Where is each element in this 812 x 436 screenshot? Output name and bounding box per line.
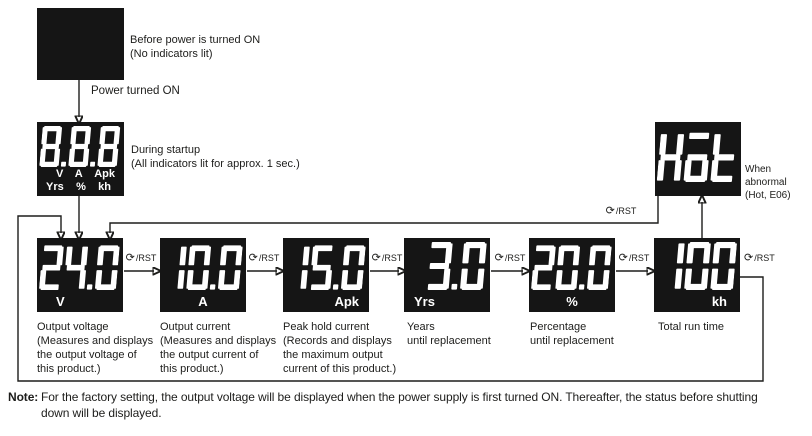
power-on-label: Power turned ON xyxy=(91,85,180,97)
caption-years-until-replacement: Years until replacement xyxy=(407,321,491,347)
before-power-caption: Before power is turned ON (No indicators lit) xyxy=(130,34,261,60)
seven-segment-value xyxy=(285,242,366,290)
seven-segment-value xyxy=(162,242,243,290)
display-output-voltage xyxy=(37,238,123,312)
cycle-rst-icon: ⟳ xyxy=(605,205,615,217)
rst-key-label: ⟳ /RST xyxy=(618,252,650,264)
rst-key-label: ⟳ /RST xyxy=(371,252,403,264)
display-output-current xyxy=(160,238,246,312)
display-total-run-time xyxy=(654,238,740,312)
cycle-rst-icon: ⟳ xyxy=(618,252,628,264)
indicator-kh: kh xyxy=(98,181,111,193)
indicator-a: A xyxy=(74,168,83,180)
display-abnormal-hot xyxy=(655,122,741,196)
rst-key-label: ⟳ /RST xyxy=(605,205,637,217)
indicator-v: V xyxy=(56,168,64,180)
rst-key-label: ⟳ /RST xyxy=(494,252,526,264)
display-percentage-until-replacement xyxy=(529,238,615,312)
unit-label-apk: Apk xyxy=(334,294,359,309)
cycle-rst-icon: ⟳ xyxy=(744,252,754,264)
unit-label-v: V xyxy=(56,294,65,309)
display-years-until-replacement xyxy=(404,238,490,312)
cycle-rst-icon: ⟳ xyxy=(371,252,381,264)
caption-output-current: Output current (Measures and displays the output current of this product.) xyxy=(160,321,277,375)
seven-segment-value xyxy=(39,126,121,167)
note-label: Note: xyxy=(8,390,39,404)
cycle-rst-icon: ⟳ xyxy=(125,252,135,264)
unit-label-kh: kh xyxy=(711,294,727,309)
caption-output-voltage: Output voltage (Measures and displays the output voltage of this product.) xyxy=(37,321,154,375)
caption-total-run-time: Total run time xyxy=(658,321,725,333)
abnormal-caption: When abnormal (Hot, E06) xyxy=(745,164,791,201)
caption-percentage-until-replacement: Percentage until replacement xyxy=(530,321,614,347)
cycle-rst-icon: ⟳ xyxy=(494,252,504,264)
unit-label-pct: % xyxy=(566,294,578,309)
unit-label-a: A xyxy=(198,294,208,309)
rst-key-label: ⟳ /RST xyxy=(125,252,157,264)
indicator-pct: % xyxy=(76,181,86,193)
display-before-power xyxy=(37,8,124,80)
indicator-apk: Apk xyxy=(94,168,115,180)
indicator-yrs: Yrs xyxy=(46,181,64,193)
cycle-rst-icon: ⟳ xyxy=(248,252,258,264)
rst-key-label: ⟳ /RST xyxy=(744,252,775,264)
unit-label-yrs: Yrs xyxy=(414,294,435,309)
display-peak-hold-current xyxy=(283,238,369,312)
seven-segment-value xyxy=(39,242,120,290)
seven-segment-value xyxy=(657,128,739,182)
seven-segment-value xyxy=(406,242,487,290)
seven-segment-value xyxy=(656,242,737,290)
seven-segment-value xyxy=(531,242,612,290)
indicator-labels xyxy=(44,168,117,194)
caption-peak-hold-current: Peak hold current (Records and displays the maximum output current of this product.) xyxy=(283,321,397,375)
display-startup xyxy=(37,122,124,196)
rst-key-label: ⟳ /RST xyxy=(248,252,280,264)
startup-caption: During startup (All indicators lit for approx. 1 sec.) xyxy=(131,144,300,170)
note-text: For the factory setting, the output voltage will be displayed when the power supply is first turned ON. Thereafter, the status before shutting down will be displayed. xyxy=(41,390,758,420)
